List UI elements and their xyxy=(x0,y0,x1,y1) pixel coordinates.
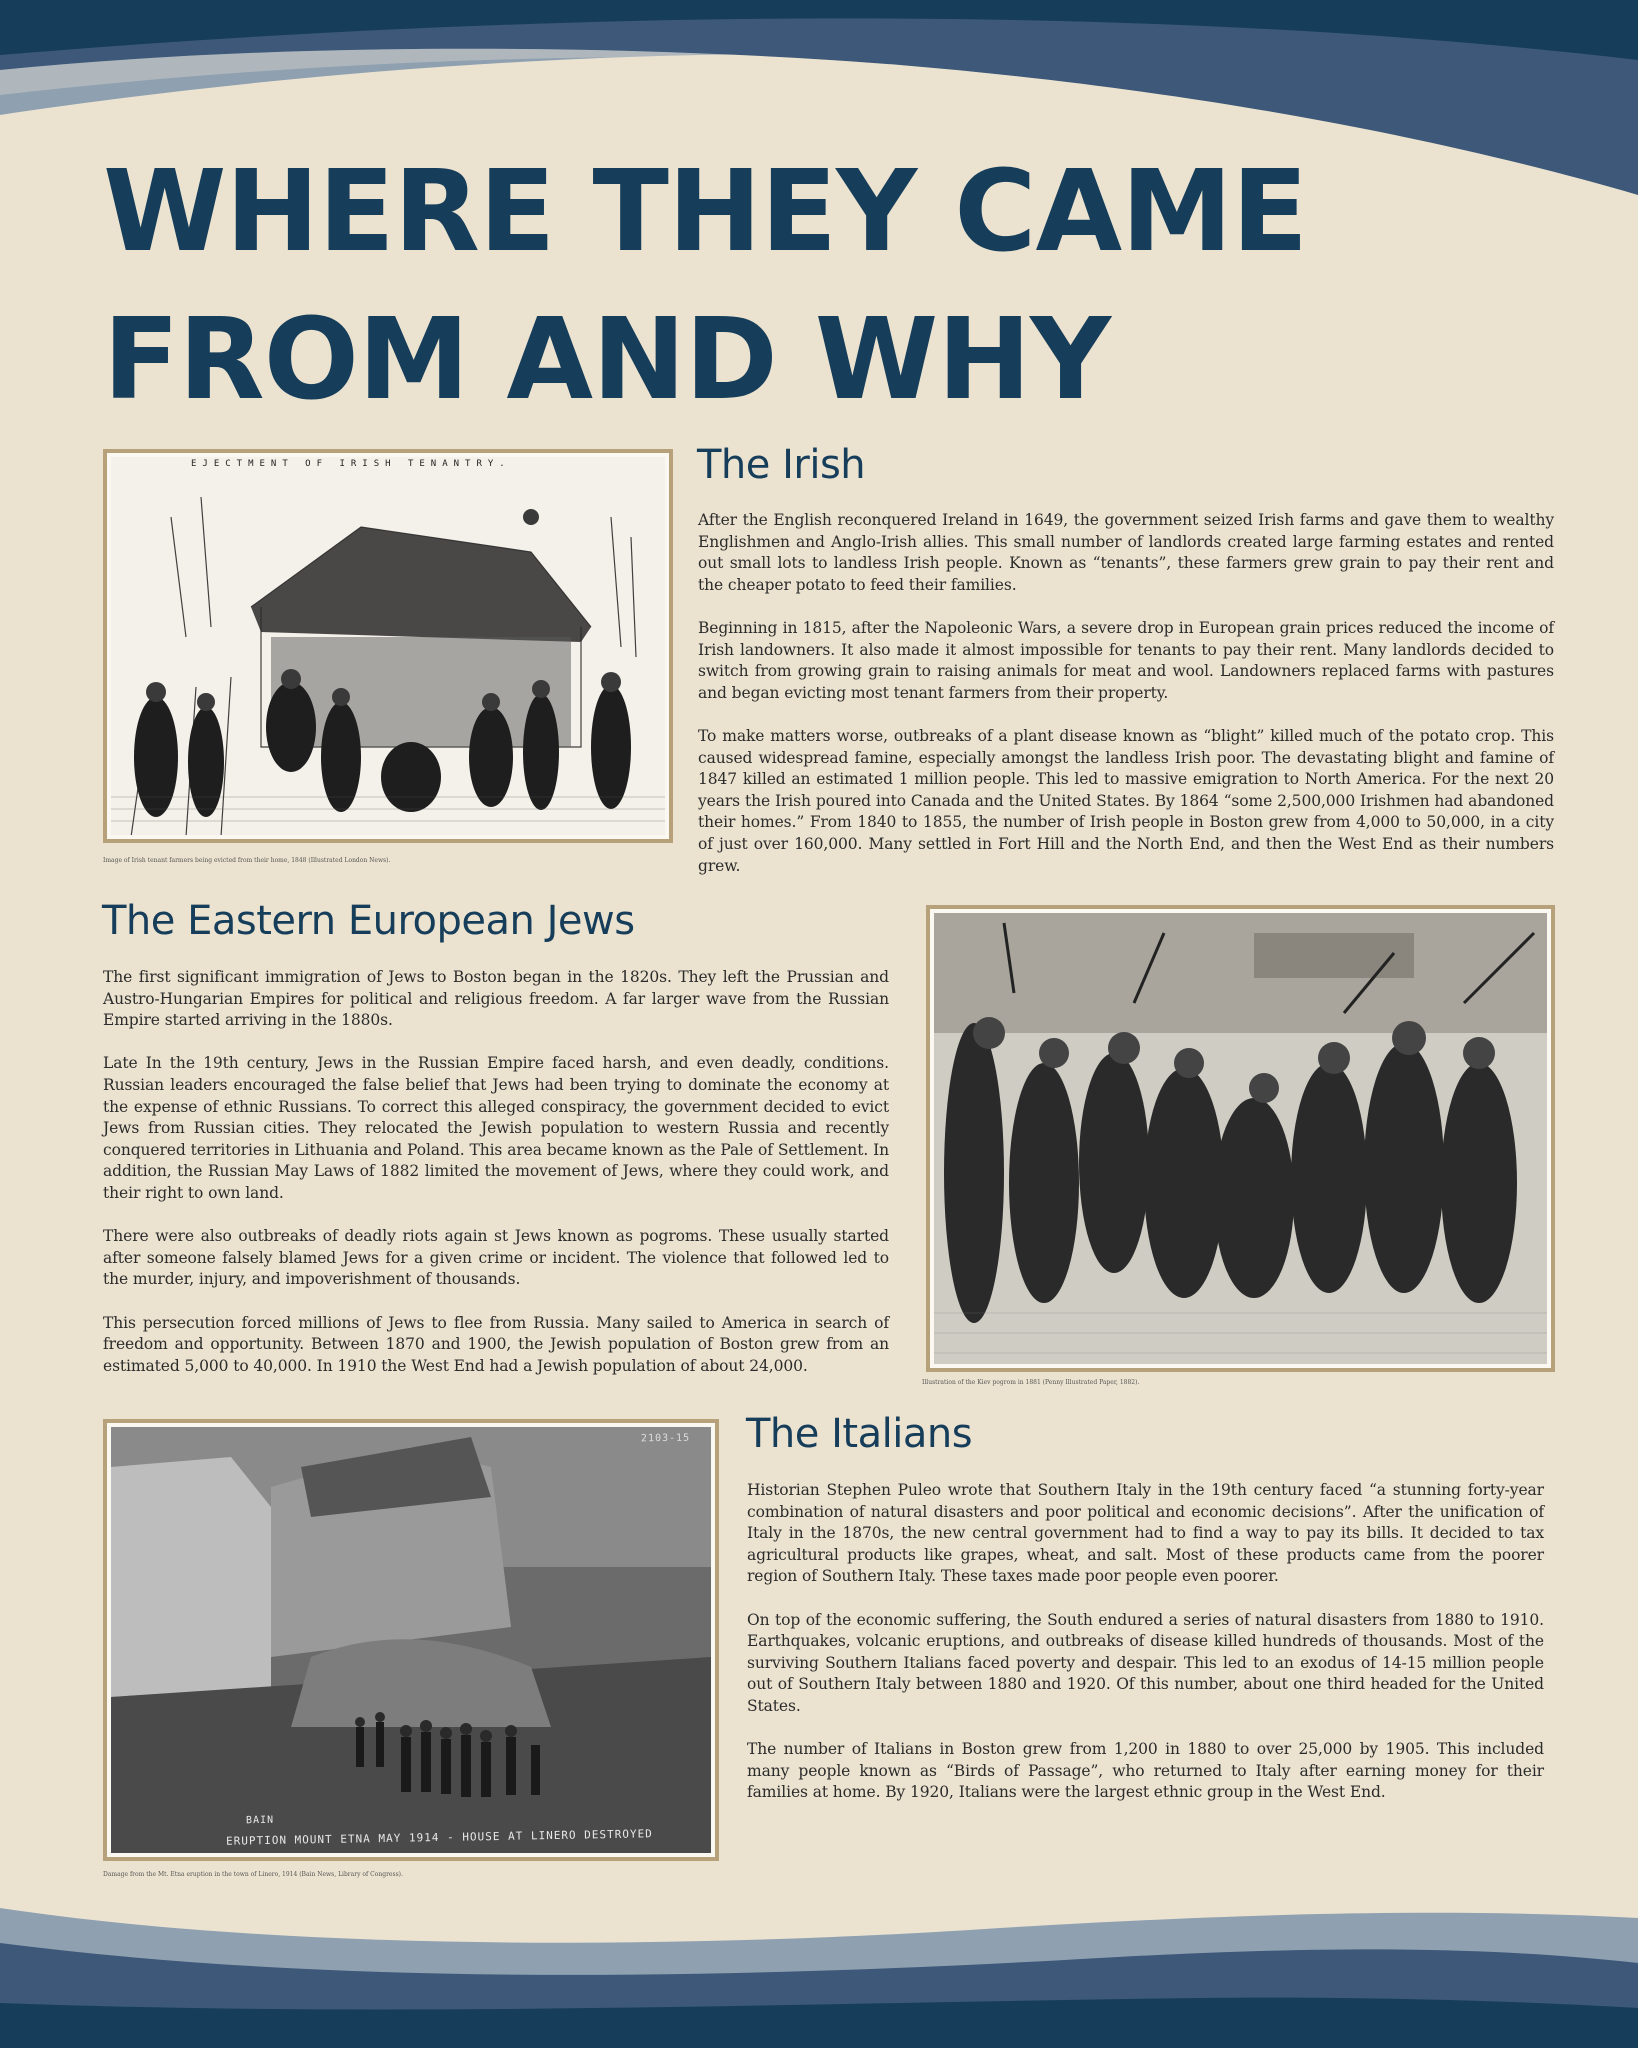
photo-number: 2103-15 xyxy=(640,1432,691,1445)
italians-heading: The Italians xyxy=(746,1411,973,1457)
photo-handwritten-label: ERUPTION MOUNT ETNA MAY 1914 - HOUSE AT LINERO DESTROYED xyxy=(225,1827,653,1848)
jews-paragraph: There were also outbreaks of deadly riots again st Jews known as pogroms. These usually started after someone falsely blamed Jews for a given crime or incident. The violence that followed led to the murder, injury, and impoverishment of thousands. xyxy=(103,1227,889,1289)
italians-paragraph: Historian Stephen Puleo wrote that Southern Italy in the 19th century faced “a stunning forty-year combination of natural disasters and poor political and economic decisions”. After the unification of Italy in the 1870s, the new central government had to find a way to pay its bills. It decided to tax agricultural products like grapes, wheat, and salt. Most of these products came from the poorer region of Southern Italy. These taxes made poor people even poorer. xyxy=(747,1481,1544,1586)
italians-image-caption: Damage from the Mt. Etna eruption in the town of Linero, 1914 (Bain News, Library of Congress). xyxy=(103,1871,403,1878)
jews-body xyxy=(103,967,889,1377)
irish-paragraph: Beginning in 1815, after the Napoleonic Wars, a severe drop in European grain prices reduced the income of Irish landowners. It also made it almost impossible for tenants to pay their rent. Many landlords decided to switch from growing grain to raising animals for meat and wool. Landowners replaced farms with pastures and began evicting most tenant farmers from their property. xyxy=(698,618,1554,702)
jews-paragraph: Late In the 19th century, Jews in the Russian Empire faced harsh, and even deadly, conditions. Russian leaders encouraged the false belief that Jews had been trying to dominate the economy at the expense of ethnic Russians. To correct this alleged conspiracy, the government decided to evict Jews from Russian cities. They relocated the Jewish population to western Russia and recently conquered territories in Lithuania and Poland. This area became known as the Pale of Settlement. In addition, the Russian May Laws of 1882 limited the movement of Jews, where they could work, and their right to own land. xyxy=(103,1054,889,1202)
page-title: WHERE THEY CAME FROM AND WHY xyxy=(103,147,1308,425)
irish-body xyxy=(698,510,1554,877)
irish-paragraph: To make matters worse, outbreaks of a plant disease known as “blight” killed much of the potato crop. This caused widespread famine, especially amongst the landless Irish poor. The devastating blight and famine of 1847 killed an estimated 1 million people. This led to massive emigration to North America. For the next 20 years the Irish poured into Canada and the United States. By 1864 “some 2,500,000 Irishmen had abandoned their homes.” From 1840 to 1855, the number of Irish people in Boston grew from 4,000 to 50,000, in a city of just over 160,000. Many settled in Fort Hill and the North End, and then the West End as their numbers grew. xyxy=(698,726,1554,875)
italians-paragraph: The number of Italians in Boston grew from 1,200 in 1880 to over 25,000 by 1905. This included many people known as “Birds of Passage”, who returned to Italy after earning money for their families at home. By 1920, Italians were the largest ethnic group in the West End. xyxy=(747,1740,1544,1802)
etna-eruption-photo xyxy=(111,1427,711,1853)
irish-image-frame xyxy=(103,449,673,843)
jews-paragraph: This persecution forced millions of Jews to flee from Russia. Many sailed to America in search of freedom and opportunity. Between 1870 and 1900, the Jewish population of Boston grew from an estimated 5,000 to 40,000. In 1910 the West End had a Jewish population of about 24,000. xyxy=(103,1313,889,1375)
irish-image-label: EJECTMENT OF IRISH TENANTRY. xyxy=(191,459,511,469)
jews-image-caption: Illustration of the Kiev pogrom in 1881 (Penny Illustrated Paper, 1882). xyxy=(922,1379,1140,1386)
italians-photo-frame xyxy=(103,1419,719,1861)
bottom-wave-decoration xyxy=(0,1878,1638,2048)
italians-paragraph: On top of the economic suffering, the South endured a series of natural disasters from 1880 to 1910. Earthquakes, volcanic eruptions, and outbreaks of disease killed hundreds of thousands. Most of the surviving Southern Italians faced poverty and despair. This led to an exodus of 14-15 million people out of Southern Italy between 1880 and 1920. Of this number, about one third headed for the United States. xyxy=(747,1610,1544,1715)
italians-body xyxy=(747,1480,1544,1804)
irish-image-caption: Image of Irish tenant farmers being evicted from their home, 1848 (Illustrated London News). xyxy=(103,857,391,864)
irish-eviction-illustration xyxy=(111,457,665,835)
jews-image-frame xyxy=(926,905,1555,1372)
jews-paragraph: The first significant immigration of Jews to Boston began in the 1820s. They left the Prussian and Austro-Hungarian Empires for political and religious freedom. A far larger wave from the Russian Empire started arriving in the 1880s. xyxy=(103,968,889,1030)
kiev-pogrom-illustration xyxy=(934,913,1547,1364)
jews-heading: The Eastern European Jews xyxy=(102,898,635,944)
irish-heading: The Irish xyxy=(697,442,866,488)
photo-mark: BAIN xyxy=(245,1814,275,1827)
irish-paragraph: After the English reconquered Ireland in 1649, the government seized Irish farms and gave them to wealthy Englishmen and Anglo-Irish allies. This small number of landlords created large farming estates and rented out small lots to landless Irish people. Known as “tenants”, these farmers grew grain to pay their rent and the cheaper potato to feed their families. xyxy=(698,511,1554,594)
